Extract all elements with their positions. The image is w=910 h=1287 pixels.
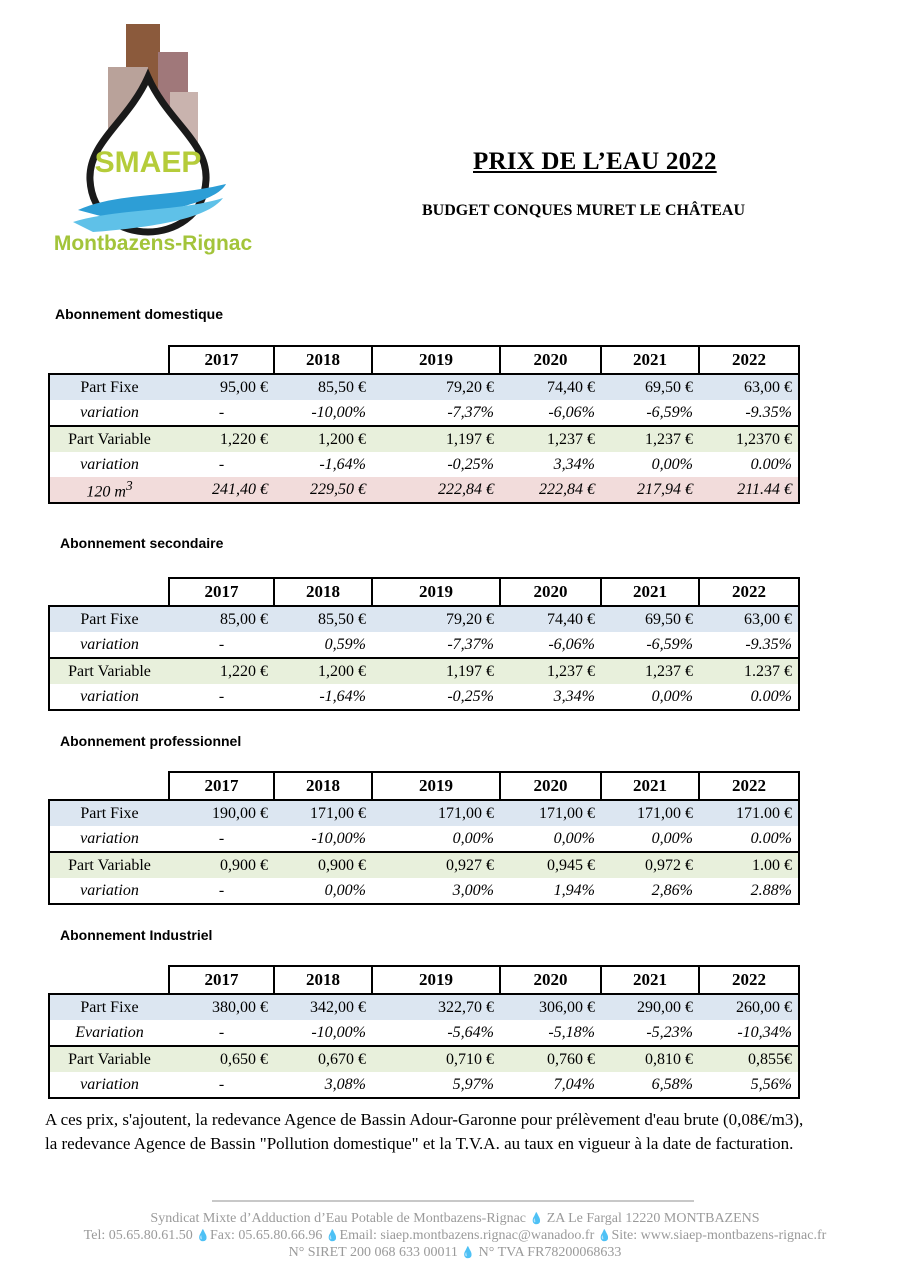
row-label <box>49 1046 169 1072</box>
footer-tva: N° TVA FR78200068633 <box>478 1245 622 1260</box>
row-label <box>49 1020 169 1046</box>
table-row <box>49 658 799 684</box>
table-cell: 290,00 € <box>601 994 699 1020</box>
section-title-industriel: Abonnement Industriel <box>60 927 213 943</box>
year-header: 2022 <box>699 578 799 606</box>
table-cell: 1,237 € <box>601 658 699 684</box>
row-label-text: variation <box>80 687 139 705</box>
page-title: PRIX DE L’EAU 2022 <box>473 148 717 175</box>
table-cell: -10,34% <box>699 1020 799 1046</box>
table-cell: 95,00 € <box>169 374 274 400</box>
year-header: 2019 <box>372 578 500 606</box>
water-drop-icon: 💧 <box>461 1247 476 1259</box>
footer-line-2 <box>0 1228 910 1244</box>
table-cell: 3,00% <box>372 878 500 904</box>
table-cell: - <box>218 455 225 473</box>
page-subtitle: BUDGET CONQUES MURET LE CHÂTEAU <box>422 202 746 219</box>
table-cell: 1,197 € <box>372 426 500 452</box>
year-header: 2020 <box>500 346 601 374</box>
table-cell: 241,40 € <box>169 477 274 503</box>
table-row <box>49 400 799 426</box>
row-label-text: variation <box>80 829 139 847</box>
table-cell: 260,00 € <box>699 994 799 1020</box>
header-blank-cell <box>49 966 169 994</box>
table-cell: 3,08% <box>274 1072 372 1098</box>
row-label-superscript: 3 <box>125 477 133 493</box>
year-header: 2022 <box>699 346 799 374</box>
logo-location-text: Montbazens-Rignac <box>53 232 253 255</box>
footer-siret: N° SIRET 200 068 633 00011 <box>288 1245 458 1260</box>
table-row <box>49 684 799 710</box>
table-cell: -9.35% <box>699 632 799 658</box>
table-cell: 85,00 € <box>169 606 274 632</box>
table-row <box>49 994 799 1020</box>
row-label <box>49 684 169 710</box>
row-label-text: variation <box>80 403 139 421</box>
year-header-row <box>49 346 799 374</box>
table-cell: 2,86% <box>601 878 699 904</box>
year-header: 2020 <box>500 966 601 994</box>
table-cell: 0,00% <box>651 829 693 847</box>
table-cell: 1,94% <box>500 878 601 904</box>
year-header: 2020 <box>500 772 601 800</box>
year-header: 2018 <box>274 966 372 994</box>
table-row <box>49 1020 799 1046</box>
row-label-text: Part Fixe <box>80 378 139 396</box>
year-header-row <box>49 772 799 800</box>
year-header: 2017 <box>169 578 274 606</box>
table-cell: -9.35% <box>699 400 799 426</box>
table-cell: 217,94 € <box>601 477 699 503</box>
table-cell: 1,200 € <box>274 658 372 684</box>
table-cell: 79,20 € <box>372 606 500 632</box>
table-cell: 222,84 € <box>372 477 500 503</box>
logo-graphic <box>48 22 258 262</box>
table-cell: 0,00% <box>274 878 372 904</box>
logo <box>48 22 258 262</box>
table-cell: 0,927 € <box>372 852 500 878</box>
table-cell: - <box>218 829 225 847</box>
table-cell: 5,97% <box>372 1072 500 1098</box>
table-cell: 0,945 € <box>500 852 601 878</box>
year-header: 2019 <box>372 772 500 800</box>
year-header: 2021 <box>601 578 699 606</box>
year-header: 2019 <box>372 346 500 374</box>
table-cell: -6,59% <box>646 635 693 653</box>
table-cell: 0,972 € <box>601 852 699 878</box>
row-label-text: Part Fixe <box>80 998 139 1016</box>
year-header: 2017 <box>169 966 274 994</box>
water-drop-icon: 💧 <box>529 1213 544 1225</box>
row-label <box>49 878 169 904</box>
table-cell: 74,40 € <box>500 606 601 632</box>
table-cell: 0,810 € <box>601 1046 699 1072</box>
table-cell: 1,220 € <box>169 658 274 684</box>
footer-tel: Tel: 05.65.80.61.50 <box>83 1228 193 1243</box>
table-cell: 190,00 € <box>169 800 274 826</box>
table-cell: 0,00% <box>651 455 693 473</box>
table-row <box>49 632 799 658</box>
row-label <box>49 852 169 878</box>
section-title-professionnel: Abonnement professionnel <box>60 733 242 749</box>
header-blank-cell <box>49 346 169 374</box>
row-label-text: Part Variable <box>68 430 151 448</box>
table-cell: 5,56% <box>699 1072 799 1098</box>
table-cell: 0,710 € <box>372 1046 500 1072</box>
table-row <box>49 800 799 826</box>
table-cell: 0,900 € <box>274 852 372 878</box>
table-cell: 3,34% <box>553 455 595 473</box>
table-row <box>49 477 799 503</box>
year-header: 2017 <box>169 346 274 374</box>
table-cell: 211.44 € <box>699 477 799 503</box>
year-header: 2022 <box>699 966 799 994</box>
table-cell: 79,20 € <box>372 374 500 400</box>
table-professionnel <box>48 771 800 905</box>
year-header: 2018 <box>274 346 372 374</box>
table-cell: 222,84 € <box>500 477 601 503</box>
table-cell: 171,00 € <box>372 800 500 826</box>
row-label <box>49 800 169 826</box>
table-cell: 0.00% <box>699 684 799 710</box>
year-header: 2022 <box>699 772 799 800</box>
row-label-text: variation <box>80 635 139 653</box>
water-drop-icon: 💧 <box>597 1230 612 1242</box>
footer-line-1 <box>0 1211 910 1227</box>
table-cell: 306,00 € <box>500 994 601 1020</box>
table-secondaire <box>48 577 800 711</box>
footer-fax: Fax: 05.65.80.66.96 <box>209 1228 323 1243</box>
row-label-text: variation <box>80 455 139 473</box>
table-cell: 3,34% <box>500 684 601 710</box>
row-label-text: variation <box>80 1075 139 1093</box>
year-header: 2021 <box>601 772 699 800</box>
row-label <box>49 1072 169 1098</box>
table-cell: 63,00 € <box>699 374 799 400</box>
table-cell: 1.00 € <box>699 852 799 878</box>
row-label <box>49 374 169 400</box>
table-cell: 0,00% <box>553 829 595 847</box>
table-cell: 322,70 € <box>372 994 500 1020</box>
water-drop-icon: 💧 <box>325 1230 340 1242</box>
table-cell: 229,50 € <box>274 477 372 503</box>
table-cell: 1,237 € <box>500 426 601 452</box>
section-title-secondaire: Abonnement secondaire <box>60 535 224 551</box>
year-header: 2018 <box>274 772 372 800</box>
table-cell: -6,59% <box>646 403 693 421</box>
table-cell: 74,40 € <box>500 374 601 400</box>
table-cell: 0,900 € <box>169 852 274 878</box>
row-label <box>49 994 169 1020</box>
table-cell: 0,59% <box>324 635 366 653</box>
table-cell: - <box>169 878 274 904</box>
table-cell: 63,00 € <box>699 606 799 632</box>
year-header: 2021 <box>601 966 699 994</box>
footer-site[interactable]: Site: www.siaep-montbazens-rignac.fr <box>611 1228 827 1243</box>
section-title-domestique: Abonnement domestique <box>55 306 224 322</box>
row-label-text: Evariation <box>75 1023 144 1041</box>
table-cell: - <box>169 684 274 710</box>
pricing-note: A ces prix, s'ajoutent, la redevance Agence de Bassin Adour-Garonne pour prélèvement d'eau brute (0,08€/m3), la redevance Agence de Bassin "Pollution domestique" et la T.V.A. au taux en vigueur à la date de facturation. <box>45 1110 804 1153</box>
table-cell: 85,50 € <box>274 374 372 400</box>
table-cell: 2.88% <box>699 878 799 904</box>
table-cell: - <box>169 1072 274 1098</box>
table-cell: 69,50 € <box>601 606 699 632</box>
header-blank-cell <box>49 772 169 800</box>
row-label-text: Part Variable <box>68 662 151 680</box>
table-cell: 1,2370 € <box>699 426 799 452</box>
table-cell: -10,00% <box>311 403 366 421</box>
row-label <box>49 606 169 632</box>
logo-brand-text: SMAEP <box>94 146 202 179</box>
year-header: 2018 <box>274 578 372 606</box>
table-cell: 69,50 € <box>601 374 699 400</box>
row-label-text: Part Fixe <box>80 610 139 628</box>
table-cell: 1,220 € <box>169 426 274 452</box>
year-header-row <box>49 578 799 606</box>
table-row <box>49 1046 799 1072</box>
footer-divider <box>212 1200 694 1202</box>
year-header-row <box>49 966 799 994</box>
table-row <box>49 852 799 878</box>
table-cell: -5,64% <box>447 1023 494 1041</box>
table-cell: -6,06% <box>548 635 595 653</box>
row-label <box>49 632 169 658</box>
table-cell: -0,25% <box>372 684 500 710</box>
table-cell: 171.00 € <box>699 800 799 826</box>
table-row <box>49 426 799 452</box>
table-cell: 0,670 € <box>274 1046 372 1072</box>
header-blank-cell <box>49 578 169 606</box>
table-cell: 1.237 € <box>699 658 799 684</box>
table-cell: -10,00% <box>311 829 366 847</box>
table-cell: 342,00 € <box>274 994 372 1020</box>
table-cell: 1,237 € <box>500 658 601 684</box>
table-domestique <box>48 345 800 504</box>
row-label-text: Part Variable <box>68 856 151 874</box>
table-cell: -10,00% <box>311 1023 366 1041</box>
table-cell: 1,237 € <box>601 426 699 452</box>
table-cell: - <box>218 1023 225 1041</box>
table-cell: - <box>218 403 225 421</box>
table-row <box>49 374 799 400</box>
footer-email[interactable]: Email: siaep.montbazens.rignac@wanadoo.fr <box>339 1228 595 1243</box>
table-cell: 0,00% <box>452 829 494 847</box>
water-drop-icon: 💧 <box>196 1230 210 1242</box>
row-label-text: variation <box>80 881 139 899</box>
table-cell: 0.00% <box>699 452 799 477</box>
table-cell: -6,06% <box>548 403 595 421</box>
table-cell: 171,00 € <box>500 800 601 826</box>
table-cell: 171,00 € <box>274 800 372 826</box>
table-cell: -5,18% <box>548 1023 595 1041</box>
table-row <box>49 826 799 852</box>
table-cell: 7,04% <box>500 1072 601 1098</box>
row-label-text: Part Fixe <box>80 804 139 822</box>
table-cell: -7,37% <box>447 403 494 421</box>
row-label <box>49 658 169 684</box>
row-label <box>49 426 169 452</box>
row-label-text: Part Variable <box>68 1050 151 1068</box>
table-cell: 0.00% <box>699 826 799 852</box>
table-cell: 1,200 € <box>274 426 372 452</box>
year-header: 2021 <box>601 346 699 374</box>
row-label-text: 120 m <box>86 483 126 501</box>
year-header: 2020 <box>500 578 601 606</box>
table-cell: - <box>218 635 225 653</box>
table-cell: 0,760 € <box>500 1046 601 1072</box>
table-row <box>49 606 799 632</box>
table-cell: -0,25% <box>447 455 494 473</box>
table-row <box>49 878 799 904</box>
row-label <box>49 400 169 426</box>
table-row <box>49 452 799 477</box>
table-cell: 380,00 € <box>169 994 274 1020</box>
row-label <box>49 826 169 852</box>
row-label <box>49 452 169 477</box>
footer-address: ZA Le Fargal 12220 MONTBAZENS <box>546 1211 760 1226</box>
footer-org: Syndicat Mixte d’Adduction d’Eau Potable de Montbazens-Rignac <box>150 1211 527 1226</box>
table-cell: -5,23% <box>646 1023 693 1041</box>
table-cell: 85,50 € <box>274 606 372 632</box>
table-cell: -1,64% <box>319 455 366 473</box>
year-header: 2019 <box>372 966 500 994</box>
table-cell: 0,855€ <box>699 1046 799 1072</box>
table-cell: 171,00 € <box>601 800 699 826</box>
table-cell: 0,00% <box>601 684 699 710</box>
footer-line-3 <box>0 1245 910 1261</box>
table-cell: 0,650 € <box>169 1046 274 1072</box>
table-cell: -7,37% <box>447 635 494 653</box>
year-header: 2017 <box>169 772 274 800</box>
table-cell: 6,58% <box>601 1072 699 1098</box>
table-row <box>49 1072 799 1098</box>
row-label <box>49 477 169 503</box>
table-cell: -1,64% <box>274 684 372 710</box>
table-industriel <box>48 965 800 1099</box>
table-cell: 1,197 € <box>372 658 500 684</box>
